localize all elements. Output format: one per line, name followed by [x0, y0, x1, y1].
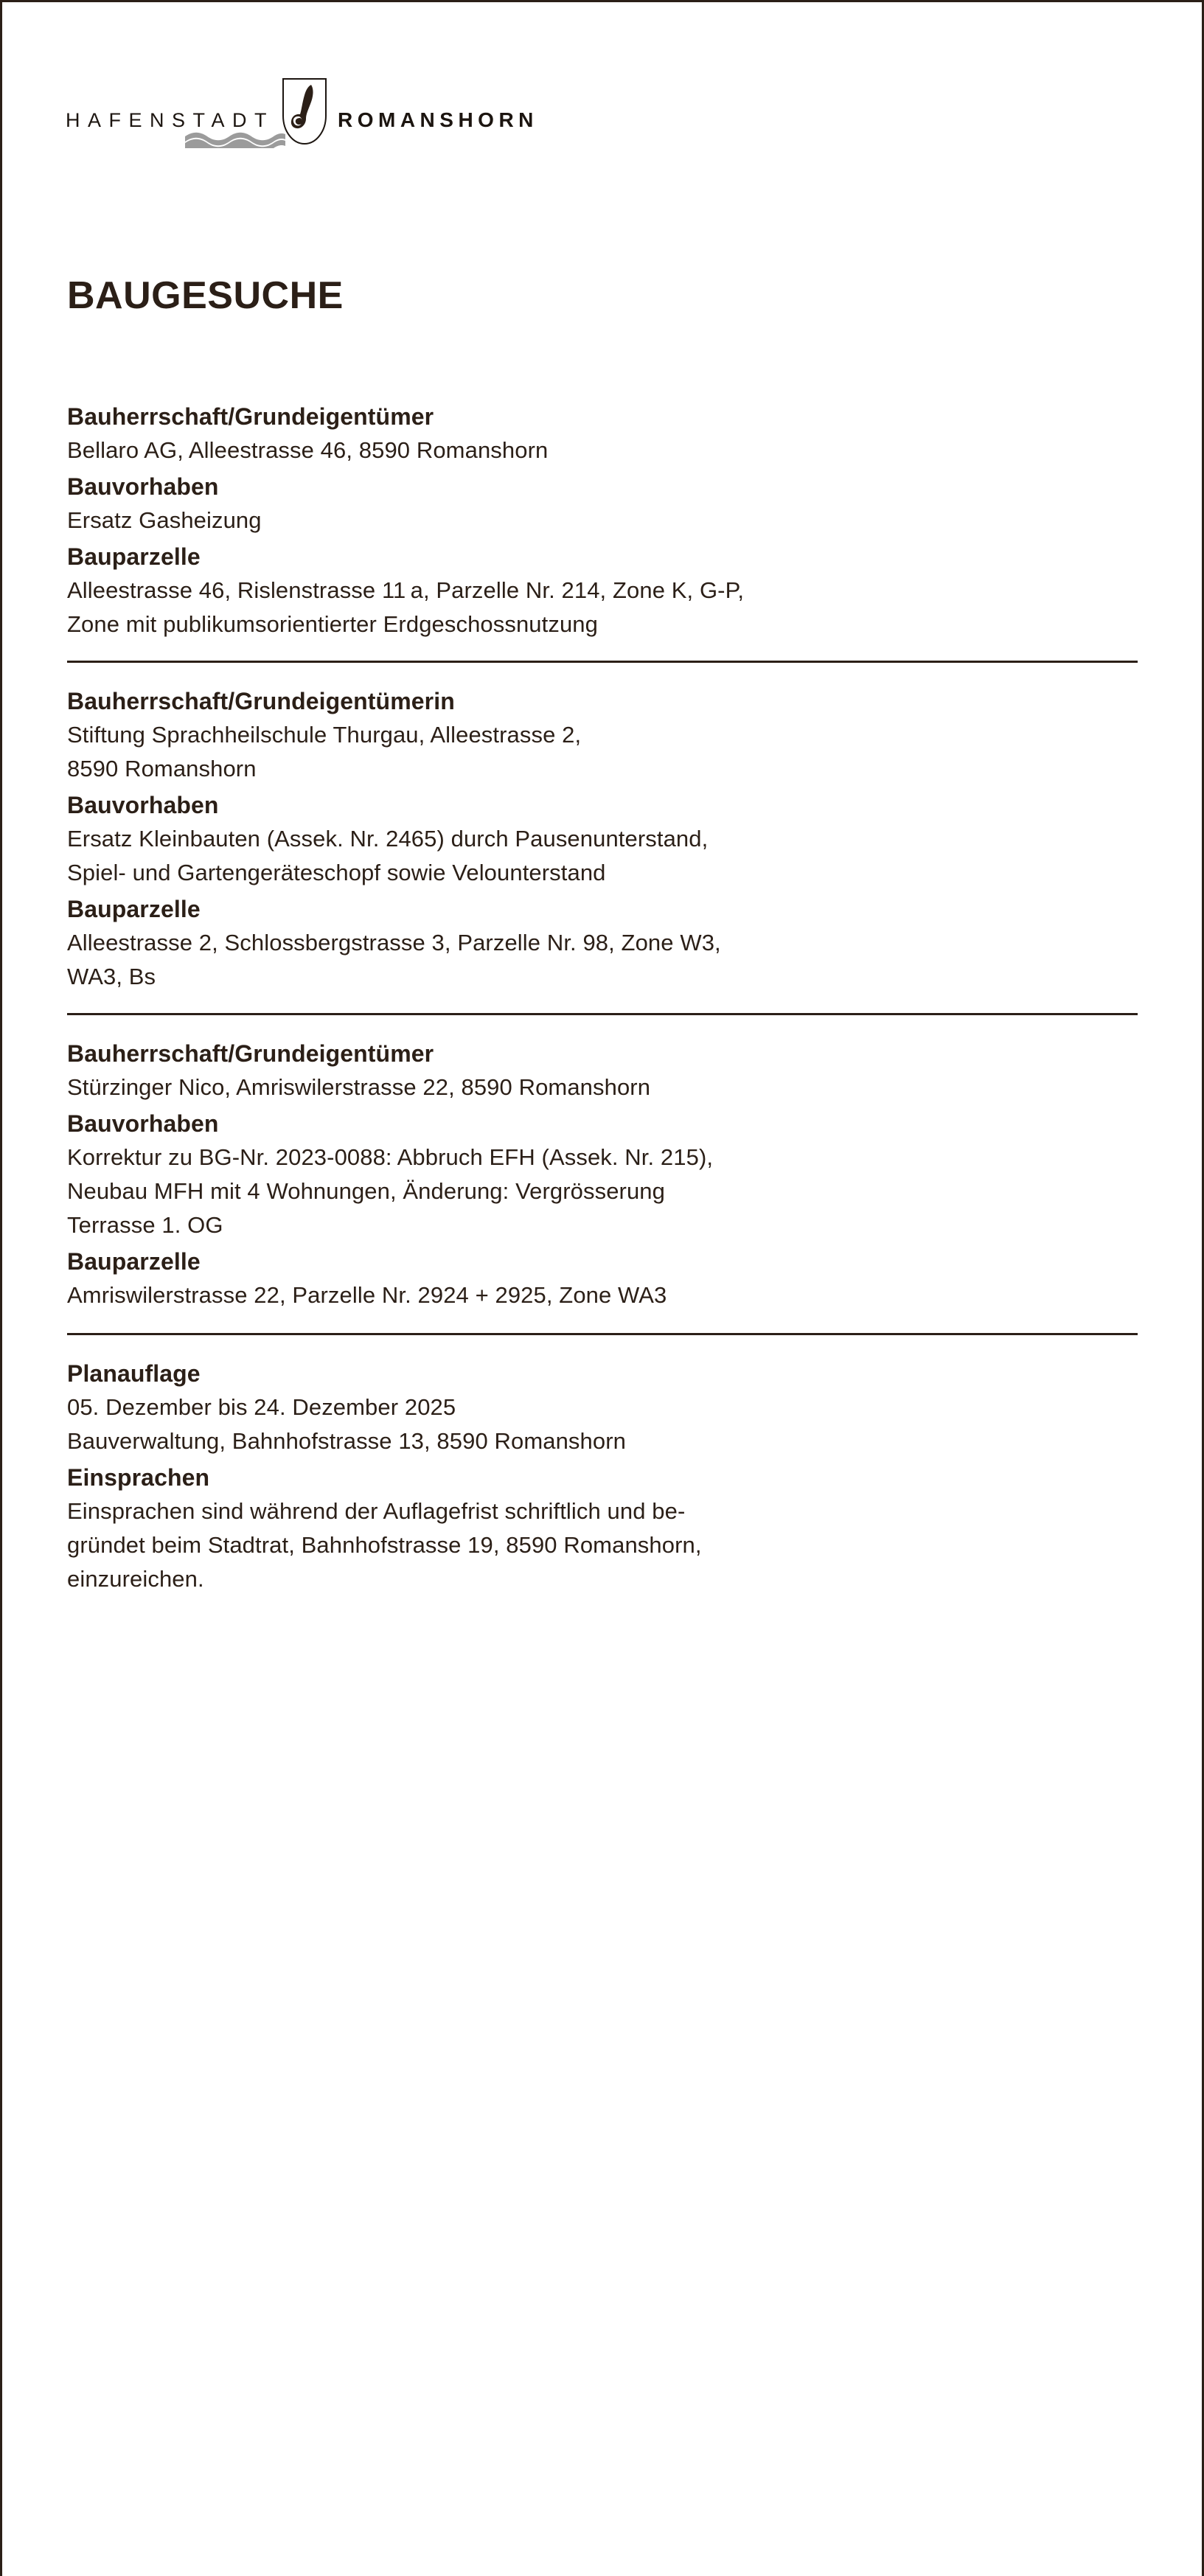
- text-line: WA3, Bs: [67, 964, 156, 989]
- parcel-field: [67, 893, 1144, 994]
- owner-value: [67, 434, 1144, 467]
- section-divider: [67, 1333, 1138, 1335]
- building-application-entry: [67, 1037, 1144, 1312]
- romanshorn-coat-of-arms-icon: [282, 77, 327, 145]
- project-value: [67, 822, 1144, 890]
- section-divider: [67, 661, 1138, 663]
- text-line: Stürzinger Nico, Amriswilerstrasse 22, 8590 Romanshorn: [67, 1074, 651, 1100]
- owner-field: [67, 685, 1144, 786]
- text-line: Stiftung Sprachheilschule Thurgau, Alleestrasse 2,: [67, 722, 582, 748]
- objections-label: Einsprachen: [67, 1464, 210, 1491]
- parcel-label: Bauparzelle: [67, 543, 201, 570]
- text-line: Einsprachen sind während der Auflagefrist schriftlich und be-: [67, 1498, 686, 1524]
- text-line: Bellaro AG, Alleestrasse 46, 8590 Romanshorn: [67, 437, 549, 463]
- parcel-value: [67, 574, 1144, 641]
- building-application-entry: [67, 685, 1144, 994]
- parcel-field: [67, 540, 1144, 641]
- parcel-field: [67, 1245, 1144, 1312]
- text-line: Spiel- und Gartengeräteschopf sowie Velounterstand: [67, 860, 606, 885]
- owner-field: [67, 1037, 1144, 1104]
- text-line: Zone mit publikumsorientierter Erdgeschossnutzung: [67, 611, 598, 637]
- section-divider: [67, 1013, 1138, 1015]
- project-field: [67, 470, 1144, 537]
- notices-list: [67, 400, 1144, 1599]
- text-line: Korrektur zu BG-Nr. 2023-0088: Abbruch EFH (Assek. Nr. 215),: [67, 1144, 714, 1170]
- project-label: Bauvorhaben: [67, 1110, 219, 1137]
- text-line: 8590 Romanshorn: [67, 756, 257, 781]
- text-line: Terrasse 1. OG: [67, 1212, 223, 1238]
- objections-value: [67, 1494, 1144, 1596]
- parcel-label: Bauparzelle: [67, 896, 201, 922]
- text-line: Amriswilerstrasse 22, Parzelle Nr. 2924 + 2925, Zone WA3: [67, 1282, 667, 1308]
- text-line: Bauverwaltung, Bahnhofstrasse 13, 8590 Romanshorn: [67, 1428, 626, 1454]
- parcel-label: Bauparzelle: [67, 1248, 201, 1275]
- objections-field: [67, 1461, 1144, 1596]
- parcel-value: [67, 926, 1144, 994]
- notice-footer: [67, 1357, 1144, 1596]
- owner-value: [67, 718, 1144, 786]
- page-title: BAUGESUCHE: [67, 274, 344, 317]
- project-value: [67, 504, 1144, 537]
- owner-label: Bauherrschaft/Grundeigentümer: [67, 1040, 434, 1067]
- text-line: Ersatz Kleinbauten (Assek. Nr. 2465) durch Pausenunterstand,: [67, 826, 709, 852]
- text-line: Neubau MFH mit 4 Wohnungen, Änderung: Vergrösserung: [67, 1178, 665, 1204]
- project-field: [67, 1107, 1144, 1242]
- project-label: Bauvorhaben: [67, 792, 219, 818]
- logo-word-hafenstadt: HAFENSTADT: [66, 109, 275, 131]
- building-application-entry: [67, 400, 1144, 641]
- owner-value: [67, 1071, 1144, 1104]
- text-line: Alleestrasse 46, Rislenstrasse 11 a, Parzelle Nr. 214, Zone K, G-P,: [67, 577, 745, 603]
- owner-label: Bauherrschaft/Grundeigentümerin: [67, 688, 455, 714]
- text-line: 05. Dezember bis 24. Dezember 2025: [67, 1394, 456, 1420]
- project-field: [67, 789, 1144, 890]
- logo-word-romanshorn: ROMANSHORN: [338, 108, 538, 131]
- parcel-value: [67, 1278, 1144, 1312]
- text-line: Alleestrasse 2, Schlossbergstrasse 3, Parzelle Nr. 98, Zone W3,: [67, 930, 721, 955]
- display-period-field: [67, 1357, 1144, 1458]
- display-period-label: Planauflage: [67, 1360, 201, 1387]
- owner-field: [67, 400, 1144, 467]
- text-line: gründet beim Stadtrat, Bahnhofstrasse 19, 8590 Romanshorn,: [67, 1532, 702, 1558]
- city-logo: [66, 79, 538, 145]
- display-period-value: [67, 1390, 1144, 1458]
- text-line: einzureichen.: [67, 1566, 204, 1592]
- water-waves-icon: [185, 132, 285, 148]
- text-line: Ersatz Gasheizung: [67, 507, 262, 533]
- owner-label: Bauherrschaft/Grundeigentümer: [67, 403, 434, 430]
- project-label: Bauvorhaben: [67, 473, 219, 500]
- project-value: [67, 1141, 1144, 1242]
